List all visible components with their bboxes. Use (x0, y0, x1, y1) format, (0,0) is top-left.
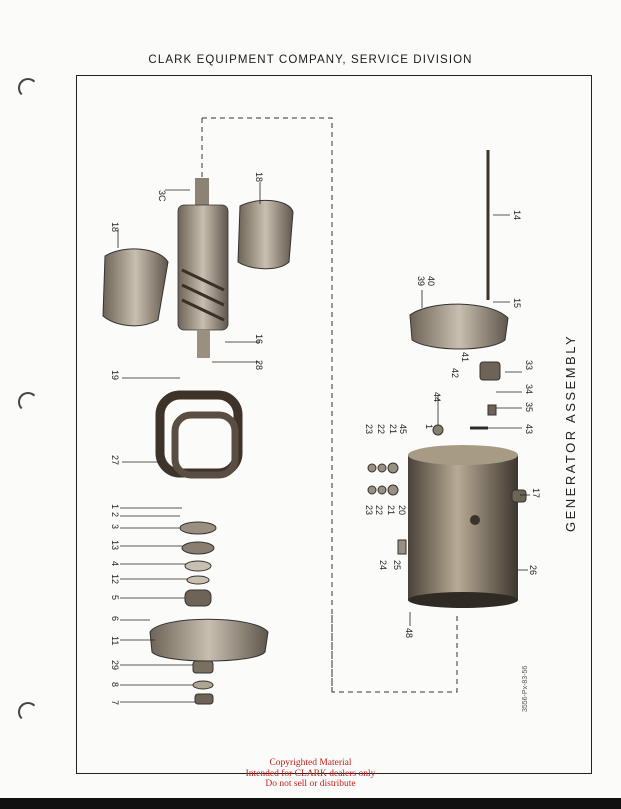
callout-label: 4 (110, 561, 120, 567)
callout-label: 40 (426, 276, 436, 287)
generator-housing (408, 445, 518, 608)
callout-label: 27 (110, 455, 120, 466)
callout-label: 12 (110, 574, 120, 585)
callout-label: 41 (460, 352, 470, 363)
pole-shoe-right (238, 200, 293, 268)
callout-label: 35 (524, 402, 534, 413)
callout-label: 48 (404, 628, 414, 639)
field-coils (160, 395, 238, 475)
callout-label: 15 (512, 298, 522, 309)
figure-title: GENERATOR ASSEMBLY (563, 333, 578, 532)
callout-label: 3 (110, 524, 120, 530)
callout-label: 11 (110, 636, 120, 646)
callout-label: 18 (254, 172, 264, 183)
callout-label: 19 (110, 370, 120, 381)
callout-label: 21 (386, 505, 396, 516)
callout-label: 5 (110, 595, 120, 601)
callout-label: 23 (364, 505, 374, 516)
callout-label: 16 (254, 334, 264, 345)
callout-label: 34 (524, 384, 534, 395)
callout-label: 22 (374, 505, 384, 516)
callout-label: 3C (157, 190, 167, 202)
callout-label: 45 (398, 424, 408, 435)
callout-label: 14 (512, 210, 522, 221)
callout-label: 21 (388, 424, 398, 435)
copyright-line: Intended for CLARK dealers only (245, 768, 376, 779)
figure-code: 3556-Px-83-56 (522, 665, 529, 712)
callout-label: 42 (450, 368, 460, 379)
callout-label: 18 (110, 222, 120, 233)
pole-shoe-left (103, 249, 168, 326)
bearing-parts (193, 661, 213, 704)
callout-label: 25 (392, 560, 402, 571)
callout-label: 43 (524, 424, 534, 435)
callout-label: 7 (110, 700, 120, 706)
callout-label: 13 (110, 540, 120, 551)
callout-label: 1 (110, 504, 120, 510)
armature (178, 178, 228, 358)
callout-label: 44 (432, 392, 442, 403)
callout-label: 28 (254, 360, 264, 371)
commutator-end-frame (150, 619, 268, 661)
bottom-edge-bar (0, 798, 621, 809)
callout-label: 17 (531, 488, 541, 499)
page-header: CLARK EQUIPMENT COMPANY, SERVICE DIVISION (148, 54, 473, 66)
callout-label: 1 (424, 424, 434, 430)
callout-label: 6 (110, 616, 120, 622)
drive-end-frame (410, 304, 508, 349)
copyright-line: Copyrighted Material (269, 758, 352, 768)
callout-label: 8 (110, 682, 120, 688)
callout-label: 39 (416, 276, 426, 287)
callout-label: 22 (376, 424, 386, 435)
callout-label: 29 (110, 660, 120, 671)
callout-label: 20 (397, 505, 407, 516)
callout-label: 2 (110, 512, 120, 518)
callout-label: 26 (528, 565, 538, 576)
callout-label: 33 (524, 360, 534, 371)
callout-label: 24 (378, 560, 388, 571)
copyright-line: Do not sell or distribute (265, 779, 356, 789)
callout-label: 23 (364, 424, 374, 435)
copyright-notice (0, 758, 621, 790)
